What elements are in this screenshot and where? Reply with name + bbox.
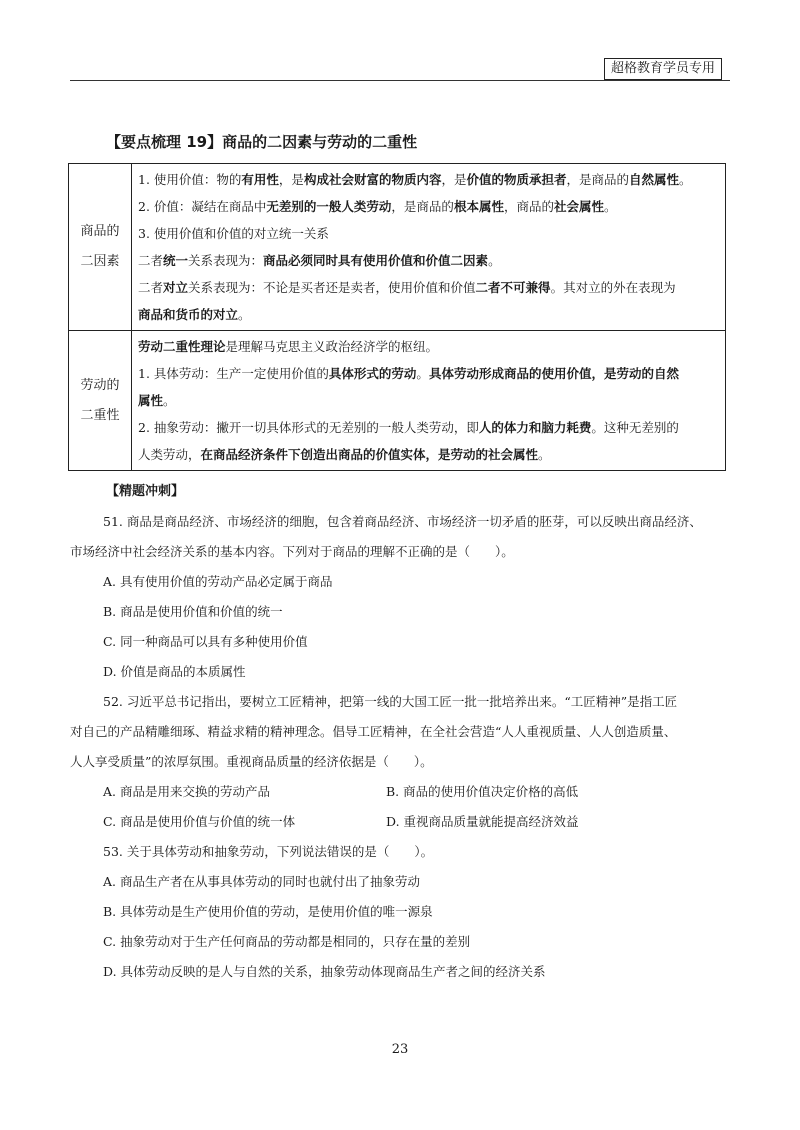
text-run: 是理解马克思主义政治经济学的枢纽。 — [225, 339, 439, 354]
text-run: 2. 价值：凝结在商品中 — [138, 199, 267, 214]
option-b: B. 具体劳动是生产使用价值的劳动，是使用价值的唯一源泉 — [103, 904, 433, 919]
text-run: 。 — [603, 199, 617, 214]
option-d: D. 具体劳动反映的是人与自然的关系，抽象劳动体现商品生产者之间的经济关系 — [103, 964, 546, 979]
option-a: A. 具有使用价值的劳动产品必定属于商品 — [103, 574, 333, 589]
text-run: 关系表现为： — [188, 253, 264, 268]
bold-run: 二者不可兼得 — [475, 280, 551, 295]
question-stem-line: 52. 习近平总书记指出，要树立工匠精神，把第一线的大国工匠一批一批培养出来。“工匠精神”是指工匠 — [103, 694, 678, 709]
option-a: A. 商品是用来交换的劳动产品 — [103, 784, 270, 799]
content-line — [138, 193, 719, 220]
row-label-line: 商品的 — [80, 224, 120, 239]
text-run: ，是商品的 — [391, 199, 454, 214]
option-a: A. 商品生产者在从事具体劳动的同时也就付出了抽象劳动 — [103, 874, 420, 889]
text-run: 2. 抽象劳动：撇开一切具体形式的无差别的一般人类劳动，即 — [138, 420, 479, 435]
question-stem-line: 人人享受质量”的浓厚氛围。重视商品质量的经济依据是（ ）。 — [70, 754, 433, 769]
row-label-line: 劳动的 — [80, 377, 120, 393]
question-stem-line: 对自己的产品精雕细琢、精益求精的精神理念。倡导工匠精神，在全社会营造“人人重视质量、人人创造质量、 — [70, 724, 677, 739]
row-label-labor — [69, 331, 132, 471]
section-title: 【要点梳理 19】商品的二因素与劳动的二重性 — [106, 133, 418, 151]
option-b: B. 商品的使用价值决定价格的高低 — [386, 784, 579, 799]
text-run: 。 — [416, 366, 429, 381]
summary-table — [68, 163, 726, 471]
text-run: ，是商品的 — [566, 172, 629, 187]
option-c: C. 抽象劳动对于生产任何商品的劳动都是相同的，只存在量的差别 — [103, 934, 471, 949]
header-divider — [70, 80, 730, 81]
text-run: 。 — [163, 393, 176, 408]
bold-run: 属性 — [138, 393, 164, 408]
text-run: 。 — [488, 253, 501, 268]
content-line — [138, 220, 719, 247]
question-52 — [70, 687, 743, 837]
question-list — [70, 507, 743, 987]
content-line — [138, 441, 719, 468]
content-line — [138, 414, 719, 441]
text-run: 3. 使用价值和价值的对立统一关系 — [138, 226, 329, 241]
content-line — [138, 387, 719, 414]
bold-run: 有用性 — [241, 172, 279, 187]
text-run: 。 — [538, 447, 551, 462]
bold-run: 社会属性 — [553, 199, 604, 214]
bold-run: 商品和货币的对立 — [138, 307, 239, 322]
bold-run: 人的体力和脑力耗费 — [478, 420, 592, 435]
text-run: ，商品的 — [503, 199, 554, 214]
bold-run: 商品必须同时具有使用价值和价值二因素 — [263, 253, 489, 268]
question-stem-line: 51. 商品是商品经济、市场经济的细胞，包含着商品经济、市场经济一切矛盾的胚芽，可以反映出商品经济、 — [103, 514, 702, 529]
bold-run: 对立 — [163, 280, 189, 295]
content-line — [138, 274, 719, 301]
bold-run: 具体形式的劳动 — [328, 366, 417, 381]
text-run: ，是 — [441, 172, 467, 187]
table-row-labor — [69, 331, 726, 471]
content-line — [138, 247, 719, 274]
text-run: 。这种无差别的 — [591, 420, 679, 435]
bold-run: 价值的物质承担者 — [466, 172, 567, 187]
row-content-labor — [132, 331, 726, 471]
question-stem-line: 53. 关于具体劳动和抽象劳动，下列说法错误的是（ ）。 — [103, 844, 434, 859]
option-c: C. 商品是使用价值与价值的统一体 — [103, 814, 296, 829]
text-run: 人类劳动， — [138, 447, 201, 462]
option-row — [103, 777, 743, 807]
question-53 — [103, 837, 743, 987]
option-c: C. 同一种商品可以具有多种使用价值 — [103, 634, 308, 649]
bold-run: 劳动二重性理论 — [138, 339, 226, 354]
header-tag: 超格教育学员专用 — [604, 58, 722, 80]
bold-run: 在商品经济条件下创造出商品的价值实体，是劳动的社会属性 — [200, 447, 539, 462]
text-run: 1. 使用价值：物的 — [138, 172, 242, 187]
question-stem-line: 市场经济中社会经济关系的基本内容。下列对于商品的理解不正确的是（ ）。 — [70, 544, 514, 559]
bold-run: 自然属性 — [629, 172, 680, 187]
option-b: B. 商品是使用价值和价值的统一 — [103, 604, 283, 619]
content-line — [138, 301, 719, 328]
text-run: 关系表现为：不论是买者还是卖者，使用价值和价值 — [188, 280, 476, 295]
bold-run: 根本属性 — [453, 199, 504, 214]
row-label-line: 二重性 — [80, 407, 120, 423]
bold-run: 统一 — [163, 253, 189, 268]
bold-run: 具体劳动形成商品的使用价值，是劳动的自然 — [428, 366, 679, 381]
content-line — [138, 360, 719, 387]
text-run: ，是 — [278, 172, 304, 187]
page-number: 23 — [391, 1042, 409, 1057]
content-line — [138, 333, 719, 360]
bold-run: 构成社会财富的物质内容 — [303, 172, 442, 187]
row-label-line: 二因素 — [80, 254, 120, 269]
table-row-commodity — [69, 164, 726, 331]
text-run: 二者 — [138, 253, 164, 268]
text-run: 。 — [679, 172, 692, 187]
option-d: D. 重视商品质量就能提高经济效益 — [386, 814, 579, 829]
bold-run: 无差别的一般人类劳动 — [266, 199, 392, 214]
text-run: 。 — [238, 307, 251, 322]
row-label-commodity — [69, 164, 132, 331]
row-content-commodity — [132, 164, 726, 331]
text-run: 1. 具体劳动：生产一定使用价值的 — [138, 366, 329, 381]
text-run: 。其对立的外在表现为 — [550, 280, 676, 295]
content-line — [138, 166, 719, 193]
text-run: 二者 — [138, 280, 164, 295]
question-51 — [70, 507, 743, 687]
option-row — [103, 807, 743, 837]
practice-title: 【精题冲刺】 — [106, 484, 185, 499]
option-d: D. 价值是商品的本质属性 — [103, 664, 246, 679]
